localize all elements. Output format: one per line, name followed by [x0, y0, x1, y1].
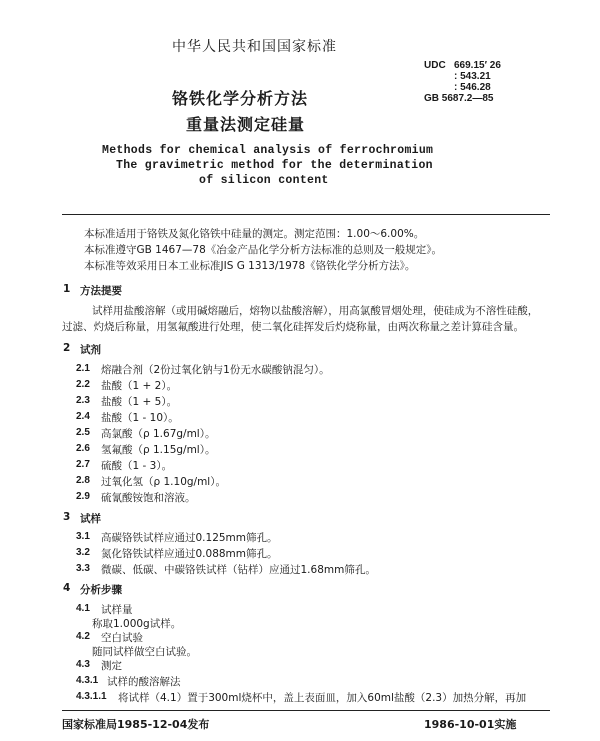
intro-line: 本标准等效采用日本工业标准JIS G 1313/1978《铬铁化学分析方法》。 [84, 260, 416, 272]
section-title: 方法提要 [80, 285, 122, 297]
item-text: 高氯酸（ρ 1.67g/ml）。 [101, 428, 216, 440]
item-title: 测定 [101, 660, 122, 672]
item-text: 过氧化氢（ρ 1.10g/ml）。 [101, 476, 226, 488]
item-number: 4.3.1 [76, 675, 99, 686]
item-text: 称取1.000g试样。 [92, 618, 182, 630]
item-number: 4.2 [76, 631, 90, 642]
item-text: 微碳、低碳、中碳铬铁试样（钻样）应通过1.68mm筛孔。 [101, 564, 376, 576]
item-text: 熔融合剂（2份过氧化钠与1份无水碳酸钠混匀）。 [101, 364, 330, 376]
title-cn-line: 铬铁化学分析方法 [172, 89, 309, 108]
item-title: 试样量 [101, 604, 133, 616]
section-title: 分析步骤 [80, 584, 122, 596]
title-en-line: The gravimetric method for the determination [116, 159, 433, 172]
item-number: 2.3 [76, 395, 90, 406]
item-number: 4.1 [76, 603, 90, 614]
section-number: 3 [63, 511, 71, 523]
item-number: 2.4 [76, 411, 90, 422]
section-number: 1 [63, 283, 71, 295]
item-text: 氮化铬铁试样应通过0.088mm筛孔。 [101, 548, 278, 560]
issue-date: 国家标准局1985-12-04发布 [62, 718, 210, 731]
item-text: 高碳铬铁试样应通过0.125mm筛孔。 [101, 532, 278, 544]
section-text: 试样用盐酸溶解（或用碱熔融后，熔物以盐酸溶解），用高氯酸冒烟处理，使硅成为不溶性硅酸， [92, 305, 539, 317]
section-title: 试剂 [80, 344, 101, 356]
intro-line: 本标准遵守GB 1467—78《冶金产品化学分析方法标准的总则及一般规定》。 [84, 244, 443, 256]
item-text: 盐酸（1 + 2）。 [101, 380, 178, 392]
item-number: 3.2 [76, 547, 90, 558]
section-number: 4 [63, 582, 71, 594]
section-text: 过滤、灼烧后称量，用氢氟酸进行处理，使二氧化硅挥发后灼烧称量，由两次称量之差计算硅含量。 [62, 321, 524, 333]
item-text: 盐酸（1 + 5）。 [101, 396, 178, 408]
section-title: 试样 [80, 513, 101, 525]
section-number: 2 [63, 342, 71, 354]
item-number: 2.7 [76, 459, 90, 470]
item-number: 2.9 [76, 491, 90, 502]
footer-rule [62, 710, 550, 711]
title-en-line: Methods for chemical analysis of ferrochromium [102, 144, 434, 157]
item-number: 2.1 [76, 363, 90, 374]
item-number: 3.1 [76, 531, 90, 542]
title-cn-line: 重量法测定硅量 [186, 115, 306, 134]
item-number: 2.2 [76, 379, 90, 390]
item-title: 试样的酸溶解法 [107, 676, 181, 688]
udc-label: UDC [424, 60, 446, 71]
udc-line: 669.15′ 26 [454, 60, 501, 71]
standard-header: 中华人民共和国国家标准 [172, 39, 337, 55]
item-text: 硫氰酸铵饱和溶液。 [101, 492, 196, 504]
item-number: 3.3 [76, 563, 90, 574]
item-text: 将试样（4.1）置于300ml烧杯中，盖上表面皿，加入60ml盐酸（2.3）加热分解，再加 [118, 692, 527, 704]
item-number: 2.8 [76, 475, 90, 486]
header-rule [62, 214, 550, 215]
udc-line: : 546.28 [454, 82, 491, 93]
item-number: 4.3 [76, 659, 90, 670]
item-text: 盐酸（1 - 10）。 [101, 412, 179, 424]
item-text: 随同试样做空白试验。 [92, 646, 197, 658]
effective-date: 1986-10-01实施 [424, 718, 517, 731]
title-en-line: of silicon content [199, 174, 329, 187]
item-number: 2.5 [76, 427, 90, 438]
item-number: 2.6 [76, 443, 90, 454]
item-title: 空白试验 [101, 632, 143, 644]
intro-line: 本标准适用于铬铁及氮化铬铁中硅量的测定。测定范围：1.00～6.00%。 [84, 228, 425, 240]
gb-code: GB 5687.2—85 [424, 93, 494, 104]
udc-line: : 543.21 [454, 71, 491, 82]
item-text: 氢氟酸（ρ 1.15g/ml）。 [101, 444, 216, 456]
item-text: 硫酸（1 - 3）。 [101, 460, 173, 472]
item-number: 4.3.1.1 [76, 691, 107, 702]
